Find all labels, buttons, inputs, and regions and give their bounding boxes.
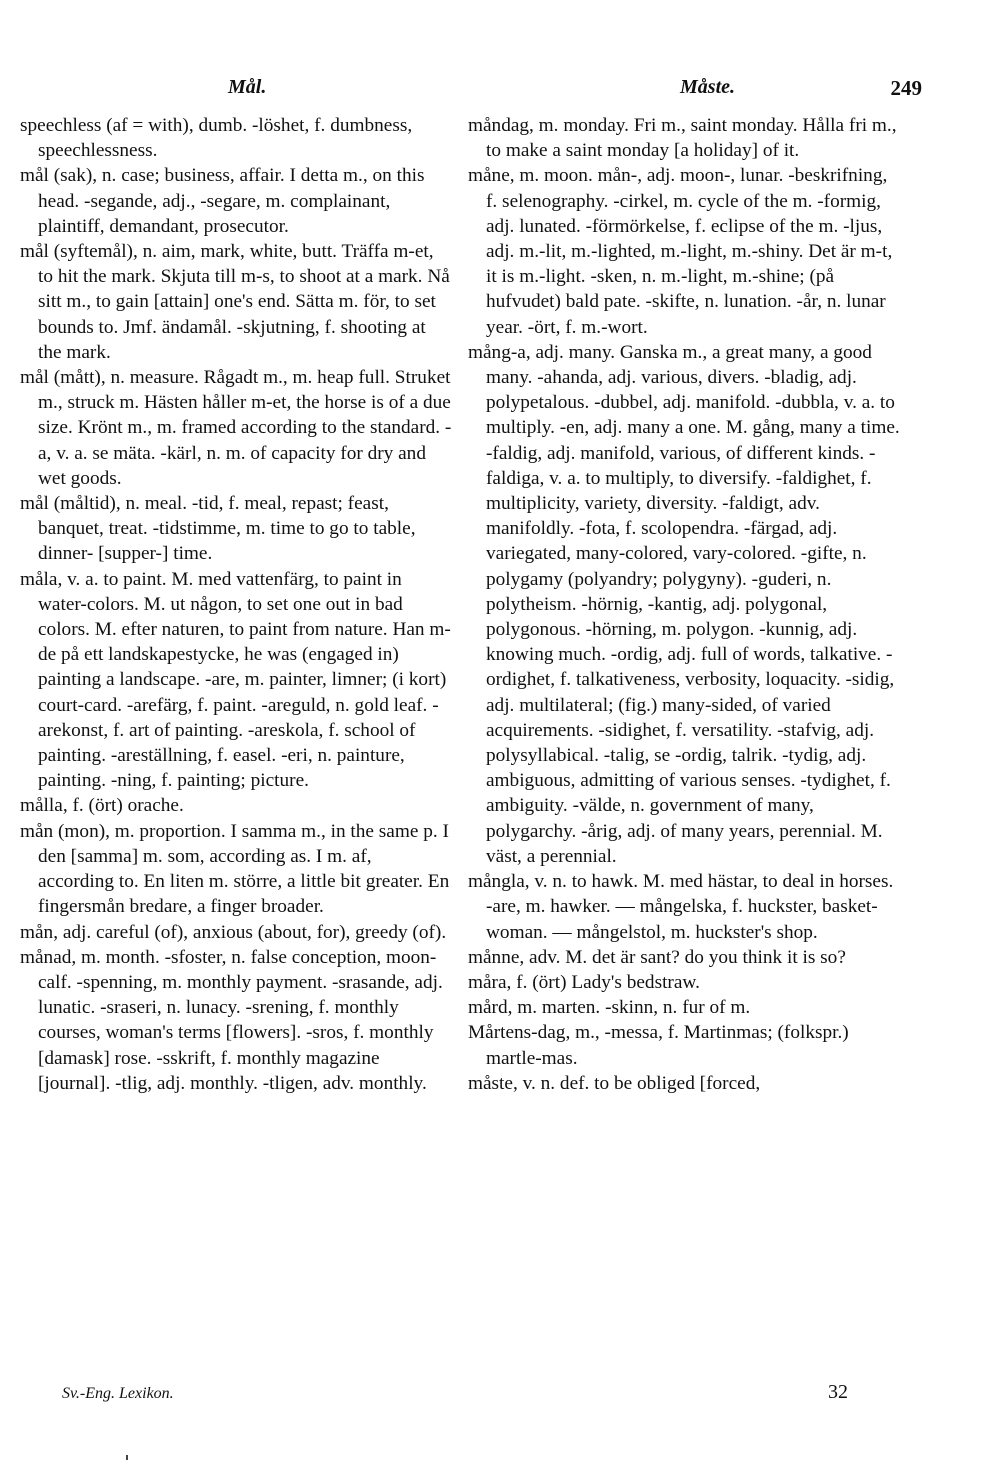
entry: mål (syftemål), n. aim, mark, white, butt. Träffa m-et, to hit the mark. Skjuta till m-s, to shoot at a mark. Nå sitt m., to gain [attain] one's end. Sätta m. för, to set bounds to. Jmf. ändamål. -skjutning, f. shooting at the mark. <box>20 241 450 363</box>
entry: månad, m. month. -sfoster, n. false conception, moon-calf. -spenning, m. monthly payment. -srasande, adj. lunatic. -sraseri, n. lunacy. -srening, f. monthly courses, woman's terms [flowers]. -sros, f. monthly [damask] rose. -sskrift, f. monthly magazine [journal]. -tlig, adj. monthly. -tligen, adv. monthly. <box>20 946 443 1094</box>
entry: mångla, v. n. to hawk. M. med hästar, to deal in horses. -are, m. hawker. — mångelska, f. huckster, basket-woman. — mångelstol, m. huckster's shop. <box>468 871 894 943</box>
print-speck <box>126 1455 128 1460</box>
entry: mård, m. marten. -skinn, n. fur of m. <box>468 997 751 1019</box>
header-left-word: Mål. <box>228 76 267 98</box>
header-right-word: Måste. <box>680 76 735 98</box>
entry: mång-a, adj. many. Ganska m., a great many, a good many. -ahanda, adj. various, divers. -bladig, adj. polypetalous. -dubbel, adj. manifold. -dubbla, v. a. to multiply. -en, adj. many a one. M. gång, many a time. -faldig, adj. manifold, various, of different kinds. -faldiga, v. a. to multiply, to diversify. -faldighet, f. multiplicity, variety, diversity. -faldigt, adv. manifoldly. -fota, f. scolopendra. -färgad, adj. variegated, many-colored, vary-colored. -gifte, n. polygamy (polyandry; polygyny). -guderi, n. polytheism. -hörnig, -kantig, adj. polygonal, polygonous. -hörning, m. polygon. -kunnig, adj. knowing much. -ordig, adj. full of words, talkative. -ordighet, f. talkativeness, verbosity, loquacity. -sidig, adj. multilateral; (fig.) many-sided, of varied acquirements. -sidighet, f. versatility. -stafvig, adj. polysyllabical. -talig, se -ordig, talrik. -tydig, adj. ambiguous, admitting of various senses. -tydighet, f. ambiguity. -välde, n. government of many, polygarchy. -årig, adj. of many years, perennial. M. väst, a perennial. <box>468 341 900 867</box>
entry: måne, m. moon. mån-, adj. moon-, lunar. -beskrifning, f. selenography. -cirkel, m. cycle of the m. -formig, adj. lunated. -förmörkelse, f. eclipse of the m. -ljus, adj. m.-lit, m.-lighted, m.-light, m.-shiny. Det är m-t, it is m.-light. -sken, n. m.-light, m.-shine; (på hufvudet) bald pate. -skifte, n. lunation. -år, n. lunar year. -ört, f. m.-wort. <box>468 165 893 338</box>
entry: månne, adv. M. det är sant? do you think it is so? <box>468 946 846 968</box>
entry: mål (sak), n. case; business, affair. I detta m., on this head. -segande, adj., -segare, m. complainant, plaintiff, demandant, prosecutor. <box>20 165 425 237</box>
entry: mål (måltid), n. meal. -tid, f. meal, repast; feast, banquet, treat. -tidstimme, m. time to go to table, dinner- [supper-] time. <box>20 493 416 565</box>
entry: målla, f. (ört) orache. <box>20 795 184 817</box>
entry: mån (mon), m. proportion. I samma m., in the same p. I den [samma] m. som, according as. I m. af, according to. En liten m. större, a little bit greater. En fingersmån bredare, a finger broader. <box>20 820 450 918</box>
entry: speechless (af = with), dumb. -löshet, f. dumbness, speechlessness. <box>20 115 413 162</box>
entry: mål (mått), n. measure. Rågadt m., m. heap full. Struket m., struck m. Hästen håller m-et, the horse is of a due size. Krönt m., m. framed according to the standard. -a, v. a. se mäta. -kärl, n. m. of capacity for dry and wet goods. <box>20 367 452 489</box>
signature-mark: 32 <box>828 1381 848 1403</box>
entry: måste, v. n. def. to be obliged [forced, <box>468 1072 761 1094</box>
entry: Mårtens-dag, m., -messa, f. Martinmas; (folkspr.) martle-mas. <box>468 1022 849 1069</box>
entry: måla, v. a. to paint. M. med vattenfärg, to paint in water-colors. M. ut någon, to set one out in bad colors. M. efter naturen, to paint from nature. Han m-de på ett landskapestycke, he was (engaged in) painting a landscape. -are, m. painter, limner; (i kort) court-card. -arefärg, f. paint. -areguld, n. gold leaf. -arekonst, f. art of painting. -areskola, f. school of painting. -areställning, f. easel. -eri, n. painture, painting. -ning, f. painting; picture. <box>20 568 451 792</box>
left-column <box>20 113 452 1096</box>
entry: måndag, m. monday. Fri m., saint monday. Hålla fri m., to make a saint monday [a holiday] of it. <box>468 115 897 162</box>
entry: mån, adj. careful (of), anxious (about, for), greedy (of). <box>20 921 447 943</box>
page-number: 249 <box>890 76 922 100</box>
right-column <box>468 113 900 1096</box>
footer-book-title: Sv.-Eng. Lexikon. <box>62 1385 174 1402</box>
entry: måra, f. (ört) Lady's bedstraw. <box>468 971 700 993</box>
